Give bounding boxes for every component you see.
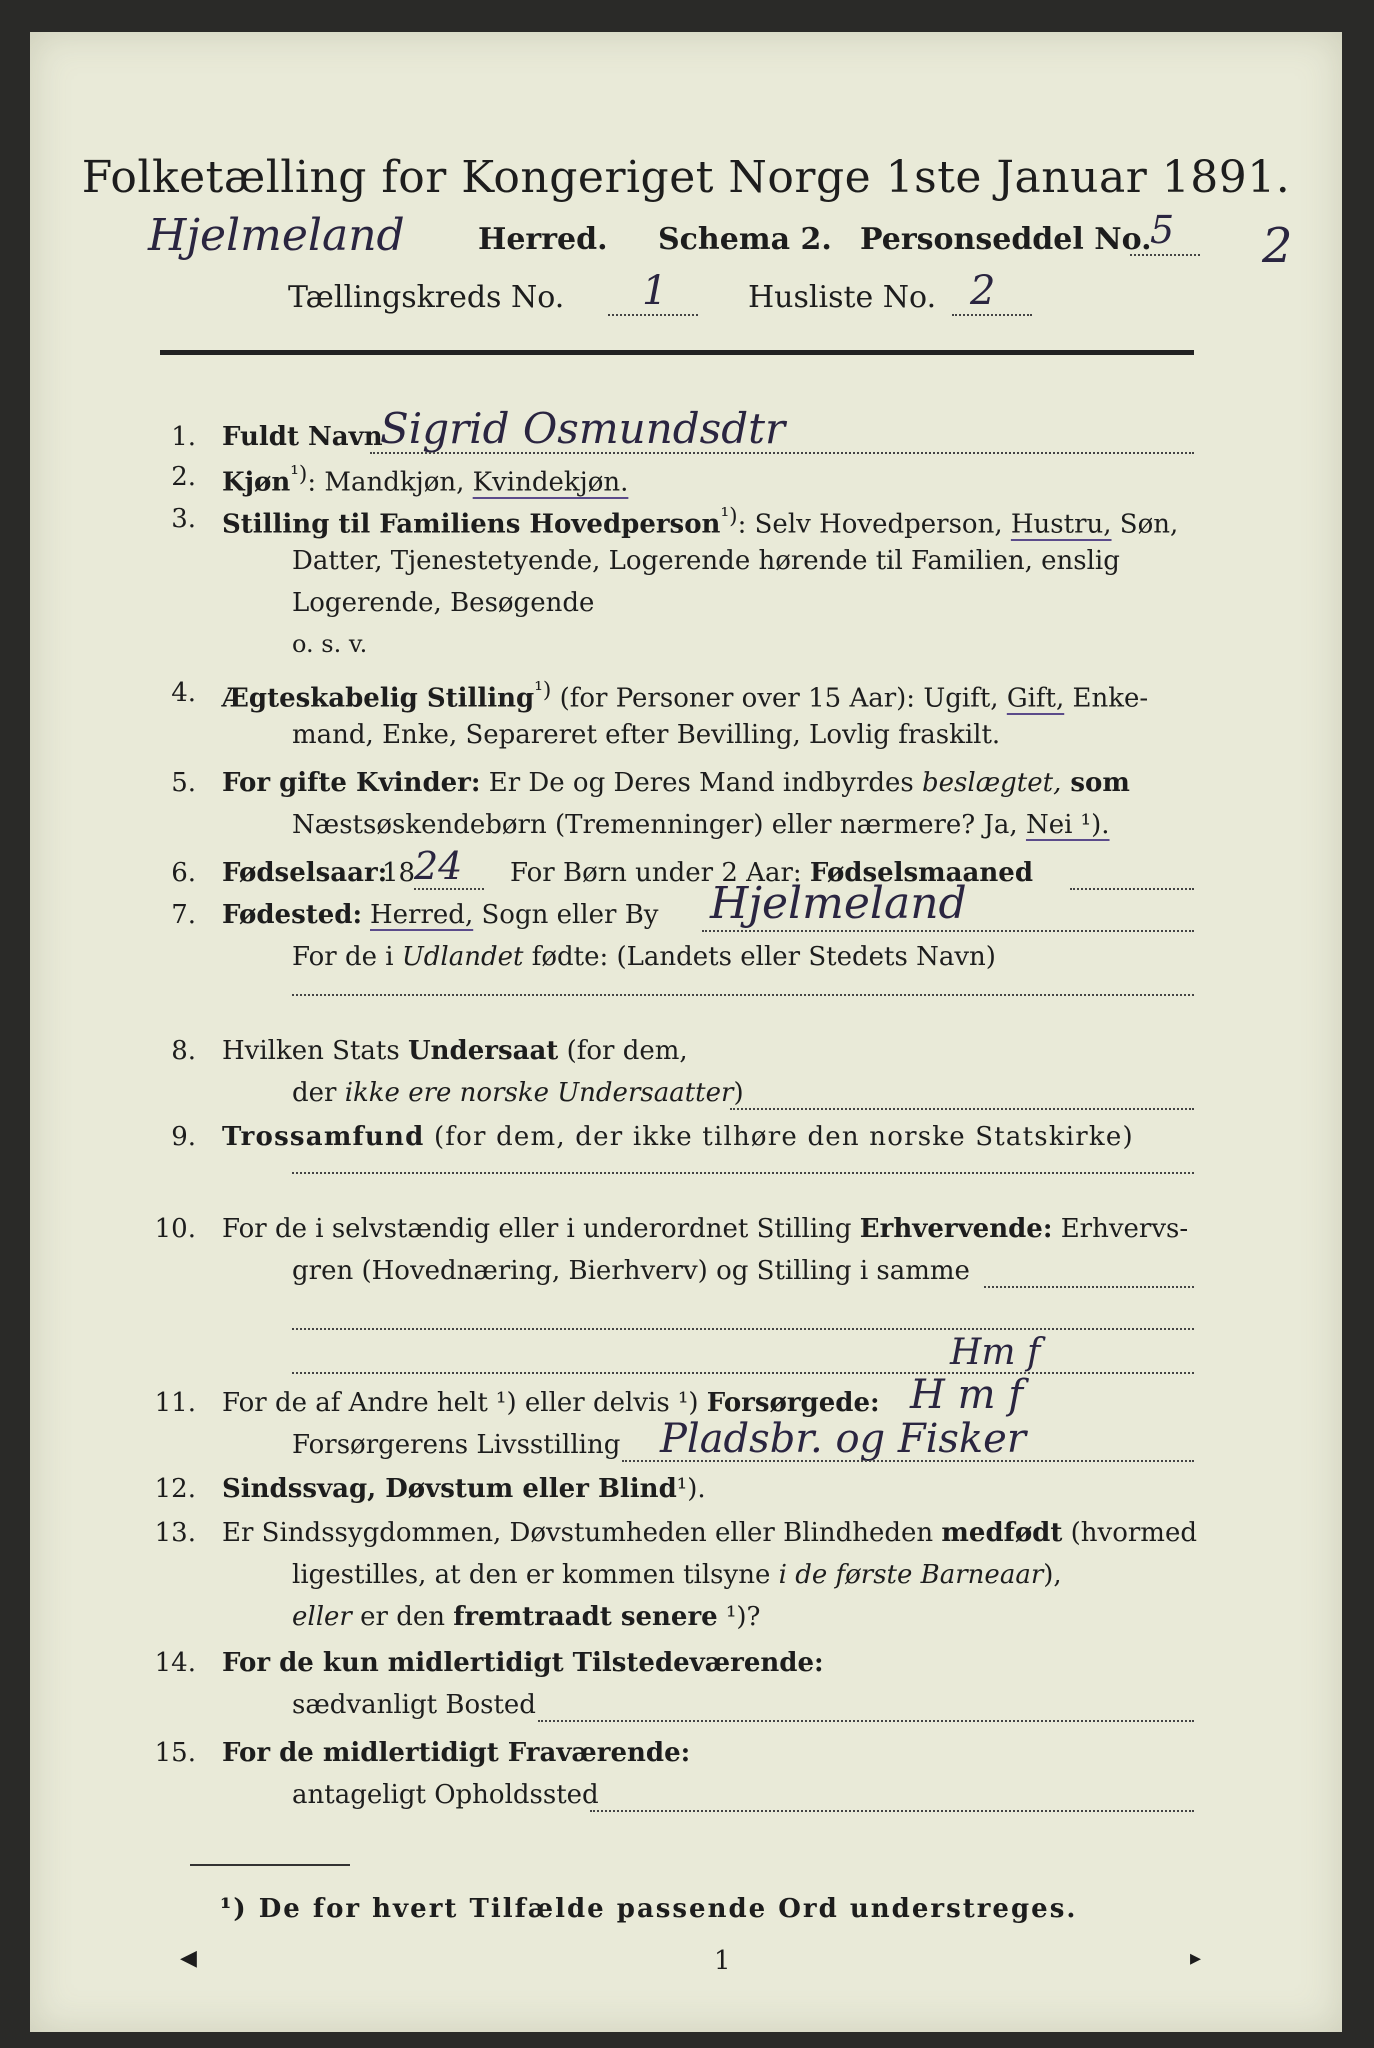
q13-line1 [222,1518,1197,1548]
q7-number: 7. [171,900,196,930]
q6-number: 6. [171,858,196,888]
q10-dotline-3 [292,1372,1194,1374]
taellingskreds-value: 1 [642,268,668,314]
personseddel-value: 5 [1150,208,1175,252]
q6-dotline [1070,888,1194,890]
q14-text: For de kun [222,1648,388,1678]
husliste-dotline [952,314,1032,316]
q5-label: For gifte Kvinder: [222,768,481,798]
q7-selected-option: Herred, [370,900,474,930]
q5-line1 [222,768,1130,798]
q14-line1 [222,1648,824,1678]
q7-line2-a: For de i [292,942,402,972]
herred-label: Herred. [478,222,608,257]
q3-line3: Logerende, Besøgende [292,588,595,618]
q6-text: For Børn under 2 Aar: [510,858,810,888]
q15-line2: antageligt Opholdssted [292,1780,599,1810]
q2-footnote-mark: ¹) [290,462,308,487]
q10-dotline [984,1286,1194,1288]
q2-options: : Mandkjøn, [307,467,473,498]
q8-line2-a: der [292,1078,345,1108]
q3-footnote-mark: ¹) [720,504,738,529]
q3-selected-option: Hustru, [1010,509,1112,540]
footnote-rule [190,1864,350,1866]
q3-line1 [222,504,1178,540]
q4-line1 [222,678,1148,714]
q8-line2-italic: ikke ere norske Undersaatter [344,1078,734,1108]
q12-bold-text: Sindssvag, Døvstum eller Blind [222,1474,677,1504]
husliste-value: 2 [970,268,996,314]
q9-number: 9. [171,1122,196,1152]
q1-number: 1. [171,422,196,452]
q15-line1 [222,1738,690,1768]
q13-text-b: (hvormed [1062,1518,1197,1548]
q13-text-a: Er Sindssygdommen, Døvstumheden eller Blindheden [222,1518,942,1548]
q12-number: 12. [154,1474,196,1504]
right-corner-mark-icon: ▸ [1190,1946,1202,1971]
personseddel-label: Personseddel No. [860,222,1152,257]
q10-number: 10. [154,1214,196,1244]
q1-label: Fuldt Navn [222,422,383,452]
q7-line2-italic: Udlandet [401,942,524,972]
q13-line3-d: ¹)? [717,1602,761,1632]
q8-line2 [292,1078,744,1108]
q7-dotline-2 [292,994,1194,996]
form-title: Folketælling for Kongeriget Norge 1ste Januar 1891. [81,152,1291,203]
q2-line [222,462,628,498]
q13-line3-b: er den [351,1602,454,1632]
q5-line2-text: Næstsøskendebørn (Tremenninger) eller nærmere? Ja, [292,810,1026,840]
q7-line2-c: fødte: (Landets eller Stedets Navn) [523,942,996,972]
q15-text: For de [222,1738,323,1768]
footnote-text: ¹) De for hvert Tilfælde passende Ord understreges. [220,1894,1078,1924]
taellingskreds-label: Tællingskreds No. [288,280,565,315]
q14-dotline [538,1720,1194,1722]
q15-bold-text: midlertidigt Fraværende: [322,1738,691,1768]
page-number: 1 [714,1946,731,1976]
q13-line3-italic: eller [292,1602,352,1632]
q12-footnote-mark: ¹). [676,1474,706,1504]
q9-text: (for dem, der ikke tilhøre den norske Statskirke) [424,1122,1134,1152]
q3-label: Stilling til Familiens Hovedperson [222,509,721,540]
q11-line2: Forsørgerens Livsstilling [292,1430,621,1460]
q7-options [370,900,659,930]
q13-line2 [292,1560,1062,1590]
q6-year-handwritten: 24 [414,844,463,888]
q13-line2-a: ligestilles, at den er kommen tilsyne [292,1560,779,1590]
herred-name-handwritten: Hjelmeland [148,210,405,261]
q13-line2-c: ), [1043,1560,1062,1590]
personseddel-dotline [1130,254,1200,256]
q5-text-c: som [1061,768,1130,798]
q6-label: Fødselsaar: [222,858,388,888]
q4-options-c: Enke- [1064,683,1149,714]
q14-line2: sædvanligt Bosted [292,1690,536,1720]
q9-bold-text: Trossamfund [222,1122,425,1152]
q6-year-prefix: 18 [382,858,416,888]
q1-name-handwritten: Sigrid Osmundsdtr [380,404,786,453]
q8-bold-text: Undersaat [407,1036,559,1066]
q3-options-c: Søn, [1111,509,1179,540]
q9-dotline [292,1172,1194,1174]
q10-line2: gren (Hovednæring, Bierhverv) og Stilling i samme [292,1256,970,1286]
q3-options-a: : Selv Hovedperson, [737,509,1011,540]
q5-number: 5. [171,768,196,798]
q5-text-italic: beslægtet, [922,768,1062,798]
q13-line3 [292,1602,760,1632]
q4-footnote-mark: ¹) [534,678,552,703]
q2-selected-option: Kvindekjøn. [472,467,629,498]
q10-line1 [222,1214,1188,1244]
q3-line2: Datter, Tjenestetyende, Logerende hørende til Familien, enslig [292,546,1120,576]
q5-line2 [292,810,1110,840]
q13-bold-text: medfødt [941,1518,1063,1548]
q6-bold-text: Fødselsmaaned [809,858,1034,888]
q14-bold-text: midlertidigt Tilstedeværende: [387,1648,824,1678]
q8-dotline [730,1108,1194,1110]
q4-number: 4. [171,678,196,708]
header-rule [160,350,1194,355]
q9-line1 [222,1122,1134,1152]
q5-selected-option: Nei ¹). [1025,810,1110,840]
q13-line2-italic: i de første Barneaar [778,1560,1044,1590]
q4-options-a: (for Personer over 15 Aar): Ugift, [551,683,1007,714]
q15-dotline [590,1810,1194,1812]
q4-label: Ægteskabelig Stilling [222,683,535,714]
q11-number: 11. [154,1388,196,1418]
q4-selected-option: Gift, [1006,683,1065,714]
q1-dotline [370,452,1194,454]
q7-options-b: Sogn eller By [473,900,659,930]
q3-number: 3. [171,504,196,534]
q10-bold-text: Erhvervende: [859,1214,1053,1244]
q2-label: Kjøn [222,467,291,498]
q13-line3-bold: fremtraadt senere [453,1602,718,1632]
q11-text-a: For de af Andre helt ¹) eller delvis ¹) [222,1388,707,1418]
q10-text-a: For de i selvstændig eller i underordnet Stilling [222,1214,860,1244]
schema-label: Schema 2. [658,222,832,257]
q11-bold-text: Forsørgede: [706,1388,880,1418]
q7-label: Fødested: [222,900,363,930]
corner-number: 2 [1262,218,1293,274]
q8-line1 [222,1036,688,1066]
q11-livsstilling-handwritten: Pladsbr. og Fisker [660,1416,1026,1462]
q13-number: 13. [154,1518,196,1548]
q15-number: 15. [154,1738,196,1768]
q3-line4: o. s. v. [292,630,368,658]
q8-text-a: Hvilken Stats [222,1036,408,1066]
q10-note-handwritten: Hm f [950,1332,1041,1373]
q8-text-b: (for dem, [558,1036,688,1066]
q11-dotline [622,1460,1194,1462]
q11-line1 [222,1388,880,1418]
q7-place-handwritten: Hjelmeland [710,878,967,929]
q14-number: 14. [154,1648,196,1678]
q12-line [222,1474,706,1504]
census-form-page [30,32,1342,2032]
q7-line2 [292,942,996,972]
q10-dotline-2 [292,1328,1194,1330]
q2-number: 2. [171,462,196,492]
q6-year-dotline [414,888,484,890]
husliste-label: Husliste No. [748,280,937,315]
left-corner-mark-icon: ◀ [180,1946,197,1971]
q11-value-handwritten: H m f [910,1372,1024,1418]
q10-text-b: Erhvervs- [1052,1214,1189,1244]
q7-dotline [702,930,1194,932]
q4-line2: mand, Enke, Separeret efter Bevilling, Lovlig fraskilt. [292,720,1001,750]
q5-text-a: Er De og Deres Mand indbyrdes [480,768,923,798]
taellingskreds-dotline [608,314,698,316]
q8-line2-c: ) [733,1078,744,1108]
q8-number: 8. [171,1036,196,1066]
